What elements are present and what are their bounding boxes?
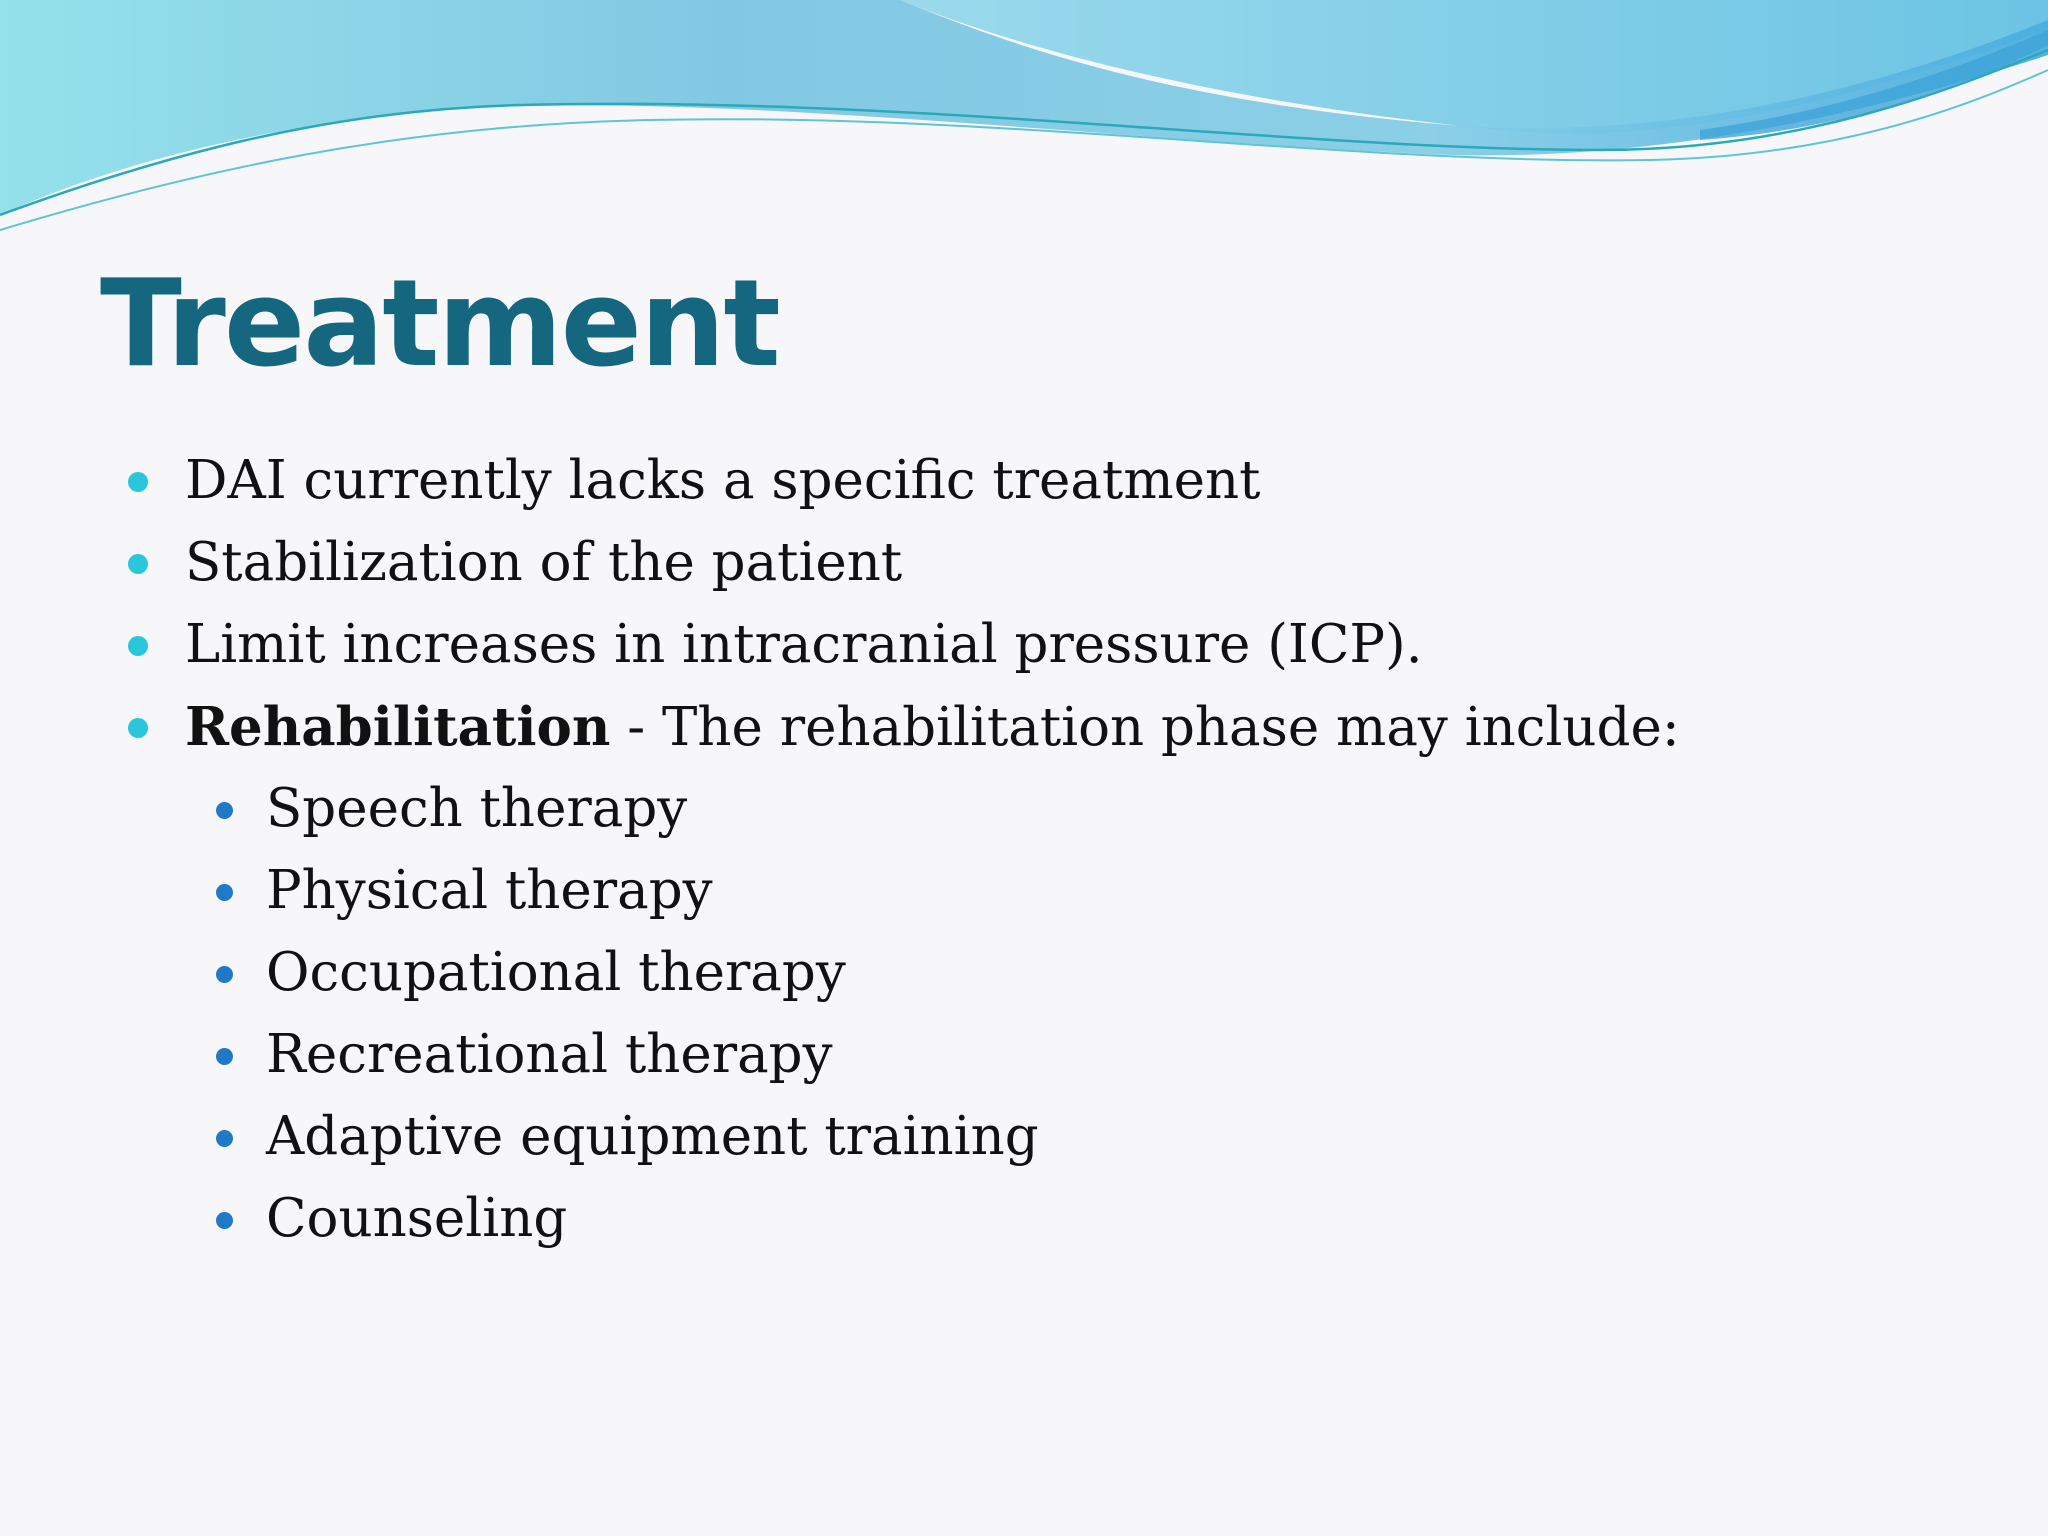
sub-bullet-item [0, 768, 2048, 850]
bullet-text: DAI currently lacks a specific treatment [185, 450, 1261, 511]
bullet-dot-icon [128, 718, 148, 738]
header-wave-decoration [0, 0, 2048, 240]
sub-bullet-text: Occupational therapy [266, 942, 846, 1003]
sub-bullet-text: Adaptive equipment training [266, 1106, 1039, 1167]
sub-bullet-item [0, 1014, 2048, 1096]
bullet-item [0, 604, 2048, 686]
sub-bullet-dot-icon [216, 966, 233, 983]
sub-bullet-item [0, 932, 2048, 1014]
bullet-text: Stabilization of the patient [185, 532, 903, 593]
bullet-item [0, 686, 2048, 768]
bullet-item [0, 522, 2048, 604]
bullet-dot-icon [128, 472, 148, 492]
bullet-dot-icon [128, 636, 148, 656]
sub-bullet-text: Counseling [266, 1188, 568, 1249]
sub-bullet-text: Physical therapy [266, 860, 713, 921]
bullet-list [0, 440, 2048, 1260]
bullet-text: Limit increases in intracranial pressure (ICP). [185, 614, 1423, 675]
sub-bullet-dot-icon [216, 884, 233, 901]
sub-bullet-item [0, 850, 2048, 932]
sub-bullet-dot-icon [216, 1048, 233, 1065]
sub-bullet-text: Speech therapy [266, 778, 688, 839]
bullet-bold-text: Rehabilitation [185, 696, 611, 758]
sub-bullet-item [0, 1096, 2048, 1178]
sub-bullet-dot-icon [216, 1130, 233, 1147]
bullet-item [0, 440, 2048, 522]
bullet-dot-icon [128, 554, 148, 574]
bullet-text: - The rehabilitation phase may include: [610, 697, 1680, 758]
slide-title: Treatment [100, 255, 779, 394]
sub-bullet-dot-icon [216, 1212, 233, 1229]
sub-bullet-dot-icon [216, 802, 233, 819]
sub-bullet-item [0, 1178, 2048, 1260]
sub-bullet-text: Recreational therapy [266, 1024, 833, 1085]
